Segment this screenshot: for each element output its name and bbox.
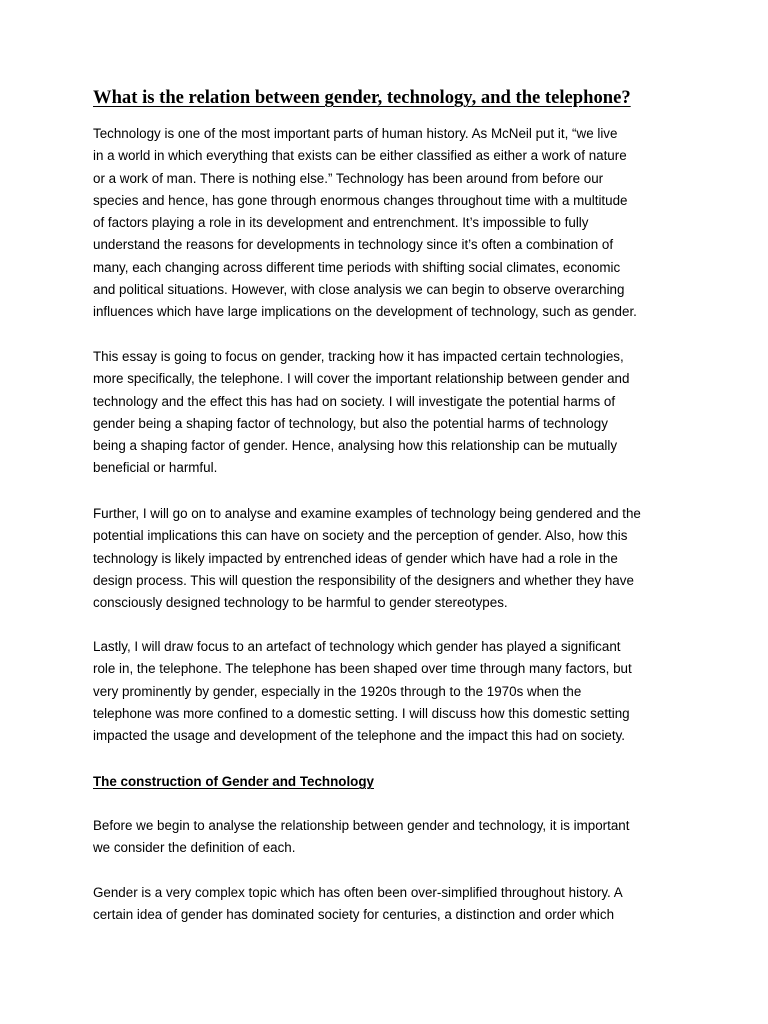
text-line: Before we begin to analyse the relationship between gender and technology, it is important bbox=[93, 818, 630, 833]
text-line: Gender is a very complex topic which has often been over-simplified throughout history. A bbox=[93, 885, 623, 900]
text-line: technology is likely impacted by entrenched ideas of gender which have had a role in the bbox=[93, 550, 618, 566]
text-line: design process. This will question the responsibility of the designers and whether they have bbox=[93, 572, 634, 588]
section-heading: The construction of Gender and Technology bbox=[93, 774, 374, 789]
text-line: technology and the effect this has had on society. I will investigate the potential harms of bbox=[93, 393, 616, 409]
text-line: we consider the definition of each. bbox=[93, 840, 296, 856]
text-line: gender being a shaping factor of technology, but also the potential harms of technology bbox=[93, 415, 608, 431]
text-line: potential implications this can have on society and the perception of gender. Also, how this bbox=[93, 528, 628, 544]
text-line: consciously designed technology to be harmful to gender stereotypes. bbox=[93, 595, 508, 611]
document-title: What is the relation between gender, technology, and the telephone? bbox=[93, 87, 631, 108]
text-line: Technology is one of the most important parts of human history. As McNeil put it, “we live bbox=[93, 126, 618, 141]
text-line: impacted the usage and development of the telephone and the impact this had on society. bbox=[93, 728, 626, 744]
text-line: of factors playing a role in its development and entrenchment. It’s impossible to fully bbox=[93, 215, 589, 231]
text-line: This essay is going to focus on gender, tracking how it has impacted certain technologies, bbox=[93, 349, 624, 364]
text-line: many, each changing across different time periods with shifting social climates, economic bbox=[93, 259, 621, 275]
text-line: understand the reasons for developments in technology since it’s often a combination of bbox=[93, 237, 614, 253]
text-line: Lastly, I will draw focus to an artefact of technology which gender has played a significant bbox=[93, 639, 621, 654]
text-line: telephone was more confined to a domestic setting. I will discuss how this domestic setting bbox=[93, 705, 630, 721]
text-line: role in, the telephone. The telephone has been shaped over time through many factors, but bbox=[93, 661, 632, 677]
text-line: influences which have large implications on the development of technology, such as gender. bbox=[93, 304, 637, 320]
text-line: very prominently by gender, especially in the 1920s through to the 1970s when the bbox=[93, 683, 582, 699]
text-line: species and hence, has gone through enormous changes throughout time with a multitude bbox=[93, 192, 628, 208]
paragraph-further bbox=[93, 503, 693, 614]
paragraph-gender bbox=[93, 882, 693, 927]
text-line: certain idea of gender has dominated society for centuries, a distinction and order which bbox=[93, 907, 615, 923]
text-line: being a shaping factor of gender. Hence, analysing how this relationship can be mutually bbox=[93, 438, 618, 454]
paragraph-intro bbox=[93, 123, 693, 324]
text-line: or a work of man. There is nothing else.” Technology has been around from before our bbox=[93, 170, 604, 186]
paragraph-lastly bbox=[93, 636, 693, 747]
paragraph-definitions bbox=[93, 815, 693, 860]
paragraph-essay-focus bbox=[93, 346, 693, 480]
text-line: in a world in which everything that exists can be either classified as either a work of nature bbox=[93, 148, 627, 164]
text-line: more specifically, the telephone. I will cover the important relationship between gender and bbox=[93, 371, 630, 387]
text-line: and political situations. However, with close analysis we can begin to observe overarching bbox=[93, 282, 625, 298]
text-line: beneficial or harmful. bbox=[93, 460, 218, 476]
text-line: Further, I will go on to analyse and examine examples of technology being gendered and the bbox=[93, 506, 641, 521]
